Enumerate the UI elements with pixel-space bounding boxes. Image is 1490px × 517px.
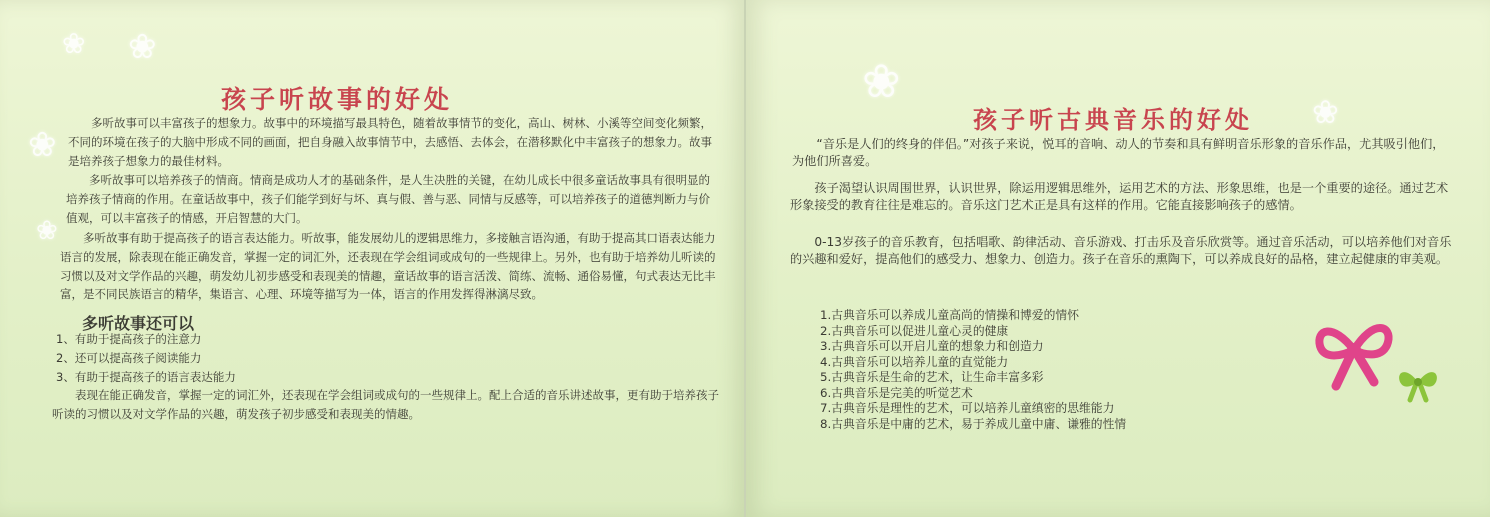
pink-bow-icon [1312,316,1396,392]
benefit-list [56,330,236,387]
page-title: 孩子听故事的好处 [220,85,453,114]
list-item: 8.古典音乐是中庸的艺术，易于养成儿童中庸、谦雅的性情 [820,416,1127,431]
paragraph-education: 0-13岁孩子的音乐教育，包括唱歌、韵律活动、音乐游戏、打击乐及音乐欣赏等。通过音乐活动，可以培养他们对音乐的兴趣和爱好，提高他们的感受力、想象力、创造力。孩子在音乐的熏陶下，可以养成良好的品格，建立起健康的审美观。 [790,235,1452,266]
list-item: 3、有助于提高孩子的语言表达能力 [56,370,236,384]
flower-icon: ❀ [36,216,58,246]
music-benefit-list [820,308,1126,432]
flower-icon: ❀ [128,27,157,67]
list-item: 1.古典音乐可以养成儿童高尚的情操和博爱的情怀 [820,308,1079,322]
green-bow-icon [1396,364,1440,404]
flower-icon: ❀ [28,125,57,165]
paragraph-eq: 多听故事可以培养孩子的情商。情商是成功人才的基础条件，是人生决胜的关键，在幼儿成长中很多童话故事具有很明显的培养孩子情商的作用。在童话故事中，孩子们能学到好与坏、真与假、善与恶、同情与反感等，可以培养孩子的道德判断力与价值观，可以丰富孩子的情感，开启智慧的大门。 [66,173,710,225]
paragraph-worldview: 孩子渴望认识周围世界，认识世界，除运用逻辑思维外，运用艺术的方法、形象思维，也是一个重要的途径。通过艺术形象接受的教育往往是难忘的。音乐这门艺术正是具有这样的作用。它能直接影响孩子的感情。 [790,181,1449,212]
subheading: 多听故事还可以 [82,314,195,333]
list-item: 1、有助于提高孩子的注意力 [56,332,202,346]
list-item: 2.古典音乐可以促进儿童心灵的健康 [820,323,1009,338]
paragraph-language: 多听故事有助于提高孩子的语言表达能力。听故事，能发展幼儿的逻辑思维力，多接触言语沟通，有助于提高其口语表达能力语言的发展，除表现在能正确发音，掌握一定的词汇外，还表现在学会组词或成句的一些规律上。另外，也有助于培养幼儿听读的习惯以及对文学作品的兴趣，萌发幼儿初步感受和表现美的情趣，童话故事的语言活泼、简练、流畅、通俗易懂，句式表达无比丰富，是不同民族语言的精华，集语言、心理、环境等描写为一体，语言的作用发挥得淋漓尽致。 [60,231,716,302]
flower-icon: ❀ [1312,93,1339,131]
flower-icon: ❀ [862,54,901,108]
list-item: 7.古典音乐是理性的艺术，可以培养儿童缜密的思维能力 [820,401,1115,415]
right-page [746,0,1490,517]
list-item: 2、还可以提高孩子阅读能力 [56,351,202,365]
list-item: 6.古典音乐是完美的听觉艺术 [820,385,973,400]
page-title: 孩子听古典音乐的好处 [973,105,1253,134]
list-item: 3.古典音乐可以开启儿童的想象力和创造力 [820,339,1044,353]
list-item: 4.古典音乐可以培养儿童的直觉能力 [820,354,1009,369]
paragraph-imagination: 多听故事可以丰富孩子的想象力。故事中的环境描写最具特色，随着故事情节的变化，高山、树林、小溪等空间变化频繁，不同的环境在孩子的大脑中形成不同的画面，把自身融入故事情节中，去感悟、去体会，在潜移默化中丰富孩子的想象力。故事是培养孩子想象力的最佳材料。 [68,116,712,168]
paragraph-closing: 表现在能正确发音，掌握一定的词汇外，还表现在学会组词或成句的一些规律上。配上合适的音乐讲述故事，更有助于培养孩子听读的习惯以及对文学作品的兴趣，萌发孩子初步感受和表现美的情趣。 [52,388,719,421]
flower-icon: ❀ [62,27,86,60]
paragraph-companion: “音乐是人们的终身的伴侣。”对孩子来说，悦耳的音响、动人的节奏和具有鲜明音乐形象的音乐作品，尤其吸引他们，为他们所喜爱。 [792,137,1445,168]
list-item: 5.古典音乐是生命的艺术，让生命丰富多彩 [820,370,1044,384]
